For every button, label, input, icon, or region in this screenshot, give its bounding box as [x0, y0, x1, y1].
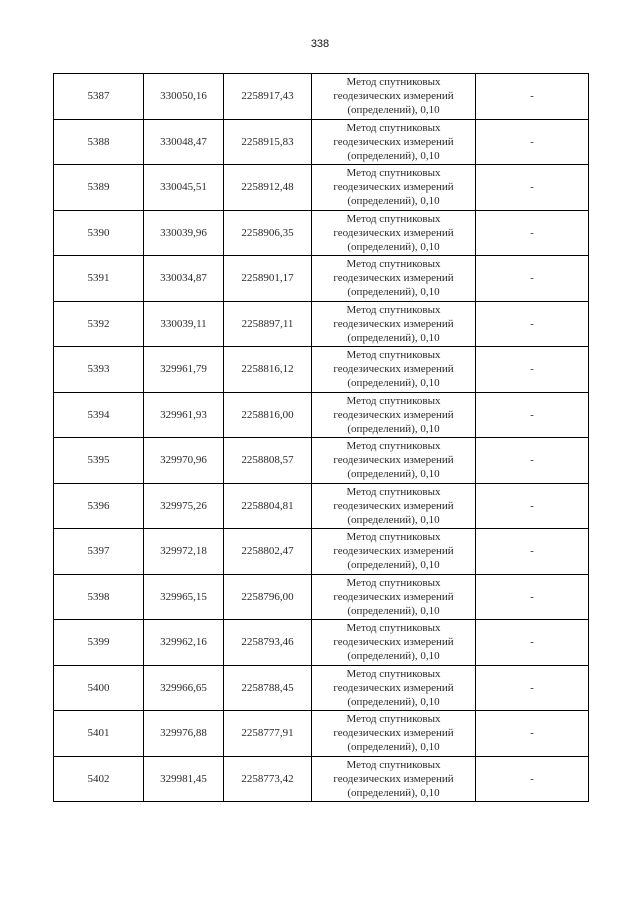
method-cell	[312, 529, 476, 575]
table-row	[54, 711, 589, 757]
point-number-cell: 5392	[54, 301, 144, 347]
method-text-line1: Метод спутниковых	[346, 485, 441, 498]
method-text-line1: Метод спутниковых	[346, 212, 441, 225]
y-coordinate-cell: 2258804,81	[224, 483, 312, 529]
note-cell: -	[476, 665, 589, 711]
method-cell	[312, 574, 476, 620]
method-cell	[312, 711, 476, 757]
method-text-line2: геодезических измерений	[333, 681, 454, 694]
x-coordinate-cell: 329970,96	[144, 438, 224, 484]
y-coordinate-cell: 2258816,12	[224, 347, 312, 393]
y-coordinate-cell: 2258777,91	[224, 711, 312, 757]
table-row	[54, 301, 589, 347]
y-coordinate-cell: 2258796,00	[224, 574, 312, 620]
method-cell	[312, 392, 476, 438]
method-text-line3: (определений), 0,10	[347, 377, 440, 390]
point-number-cell: 5399	[54, 620, 144, 666]
table-row	[54, 620, 589, 666]
x-coordinate-cell: 329966,65	[144, 665, 224, 711]
x-coordinate-cell: 330039,11	[144, 301, 224, 347]
method-text-line3: (определений), 0,10	[347, 650, 440, 663]
method-text-line2: геодезических измерений	[333, 590, 454, 603]
method-text-line2: геодезических измерений	[333, 636, 454, 649]
y-coordinate-cell: 2258802,47	[224, 529, 312, 575]
point-number-cell: 5401	[54, 711, 144, 757]
x-coordinate-cell: 330039,96	[144, 210, 224, 256]
method-text-line1: Метод спутниковых	[346, 76, 441, 89]
method-text-line3: (определений), 0,10	[347, 695, 440, 708]
x-coordinate-cell: 329961,79	[144, 347, 224, 393]
method-text-line1: Метод спутниковых	[346, 622, 441, 635]
x-coordinate-cell: 329975,26	[144, 483, 224, 529]
method-text-line3: (определений), 0,10	[347, 741, 440, 754]
method-text-line1: Метод спутниковых	[346, 576, 441, 589]
method-cell	[312, 74, 476, 120]
method-text-line2: геодезических измерений	[333, 545, 454, 558]
method-text-line3: (определений), 0,10	[347, 286, 440, 299]
table-row	[54, 165, 589, 211]
y-coordinate-cell: 2258793,46	[224, 620, 312, 666]
method-text-line1: Метод спутниковых	[346, 258, 441, 271]
method-text-line3: (определений), 0,10	[347, 468, 440, 481]
x-coordinate-cell: 330048,47	[144, 119, 224, 165]
note-cell: -	[476, 119, 589, 165]
method-text-line3: (определений), 0,10	[347, 240, 440, 253]
table-row	[54, 665, 589, 711]
method-text-line3: (определений), 0,10	[347, 104, 440, 117]
x-coordinate-cell: 330050,16	[144, 74, 224, 120]
method-text-line1: Метод спутниковых	[346, 167, 441, 180]
method-text-line3: (определений), 0,10	[347, 559, 440, 572]
note-cell: -	[476, 301, 589, 347]
method-text-line1: Метод спутниковых	[346, 667, 441, 680]
x-coordinate-cell: 329972,18	[144, 529, 224, 575]
y-coordinate-cell: 2258816,00	[224, 392, 312, 438]
point-number-cell: 5391	[54, 256, 144, 302]
point-number-cell: 5389	[54, 165, 144, 211]
method-text-line1: Метод спутниковых	[346, 394, 441, 407]
method-cell	[312, 665, 476, 711]
table-row	[54, 438, 589, 484]
method-text-line2: геодезических измерений	[333, 272, 454, 285]
y-coordinate-cell: 2258915,83	[224, 119, 312, 165]
x-coordinate-cell: 330045,51	[144, 165, 224, 211]
table-row	[54, 483, 589, 529]
table-row	[54, 347, 589, 393]
method-text-line2: геодезических измерений	[333, 454, 454, 467]
method-text-line1: Метод спутниковых	[346, 713, 441, 726]
method-text-line3: (определений), 0,10	[347, 422, 440, 435]
note-cell: -	[476, 620, 589, 666]
method-text-line3: (определений), 0,10	[347, 513, 440, 526]
method-text-line2: геодезических измерений	[333, 363, 454, 376]
method-text-line2: геодезических измерений	[333, 499, 454, 512]
method-text-line2: геодезических измерений	[333, 226, 454, 239]
table-row	[54, 529, 589, 575]
x-coordinate-cell: 329961,93	[144, 392, 224, 438]
note-cell: -	[476, 574, 589, 620]
y-coordinate-cell: 2258917,43	[224, 74, 312, 120]
method-cell	[312, 210, 476, 256]
table-row	[54, 119, 589, 165]
y-coordinate-cell: 2258808,57	[224, 438, 312, 484]
method-text-line2: геодезических измерений	[333, 135, 454, 148]
method-text-line3: (определений), 0,10	[347, 604, 440, 617]
point-number-cell: 5387	[54, 74, 144, 120]
method-text-line2: геодезических измерений	[333, 90, 454, 103]
method-cell	[312, 119, 476, 165]
coordinates-table	[53, 73, 589, 802]
method-cell	[312, 483, 476, 529]
method-cell	[312, 620, 476, 666]
point-number-cell: 5397	[54, 529, 144, 575]
note-cell: -	[476, 347, 589, 393]
method-text-line1: Метод спутниковых	[346, 349, 441, 362]
method-text-line1: Метод спутниковых	[346, 121, 441, 134]
table-row	[54, 74, 589, 120]
note-cell: -	[476, 256, 589, 302]
note-cell: -	[476, 529, 589, 575]
method-cell	[312, 256, 476, 302]
x-coordinate-cell: 329981,45	[144, 756, 224, 802]
method-text-line3: (определений), 0,10	[347, 331, 440, 344]
table-row	[54, 756, 589, 802]
table-row	[54, 392, 589, 438]
method-cell	[312, 756, 476, 802]
y-coordinate-cell: 2258901,17	[224, 256, 312, 302]
note-cell: -	[476, 392, 589, 438]
point-number-cell: 5398	[54, 574, 144, 620]
page-number: 338	[310, 38, 330, 50]
note-cell: -	[476, 756, 589, 802]
point-number-cell: 5393	[54, 347, 144, 393]
table-row	[54, 210, 589, 256]
note-cell: -	[476, 438, 589, 484]
method-text-line1: Метод спутниковых	[346, 758, 441, 771]
point-number-cell: 5402	[54, 756, 144, 802]
method-text-line2: геодезических измерений	[333, 727, 454, 740]
point-number-cell: 5400	[54, 665, 144, 711]
point-number-cell: 5396	[54, 483, 144, 529]
method-text-line3: (определений), 0,10	[347, 786, 440, 799]
x-coordinate-cell: 329965,15	[144, 574, 224, 620]
note-cell: -	[476, 74, 589, 120]
method-text-line1: Метод спутниковых	[346, 440, 441, 453]
method-text-line3: (определений), 0,10	[347, 149, 440, 162]
y-coordinate-cell: 2258773,42	[224, 756, 312, 802]
x-coordinate-cell: 330034,87	[144, 256, 224, 302]
point-number-cell: 5390	[54, 210, 144, 256]
table-row	[54, 574, 589, 620]
method-text-line2: геодезических измерений	[333, 408, 454, 421]
y-coordinate-cell: 2258788,45	[224, 665, 312, 711]
method-text-line3: (определений), 0,10	[347, 195, 440, 208]
method-text-line1: Метод спутниковых	[346, 531, 441, 544]
point-number-cell: 5394	[54, 392, 144, 438]
y-coordinate-cell: 2258912,48	[224, 165, 312, 211]
method-cell	[312, 301, 476, 347]
method-cell	[312, 438, 476, 484]
method-cell	[312, 347, 476, 393]
method-text-line2: геодезических измерений	[333, 317, 454, 330]
note-cell: -	[476, 165, 589, 211]
method-text-line2: геодезических измерений	[333, 772, 454, 785]
point-number-cell: 5388	[54, 119, 144, 165]
note-cell: -	[476, 483, 589, 529]
method-text-line2: геодезических измерений	[333, 181, 454, 194]
method-cell	[312, 165, 476, 211]
x-coordinate-cell: 329962,16	[144, 620, 224, 666]
note-cell: -	[476, 711, 589, 757]
point-number-cell: 5395	[54, 438, 144, 484]
method-text-line1: Метод спутниковых	[346, 303, 441, 316]
table-row	[54, 256, 589, 302]
y-coordinate-cell: 2258897,11	[224, 301, 312, 347]
y-coordinate-cell: 2258906,35	[224, 210, 312, 256]
x-coordinate-cell: 329976,88	[144, 711, 224, 757]
note-cell: -	[476, 210, 589, 256]
table-body	[54, 74, 589, 802]
